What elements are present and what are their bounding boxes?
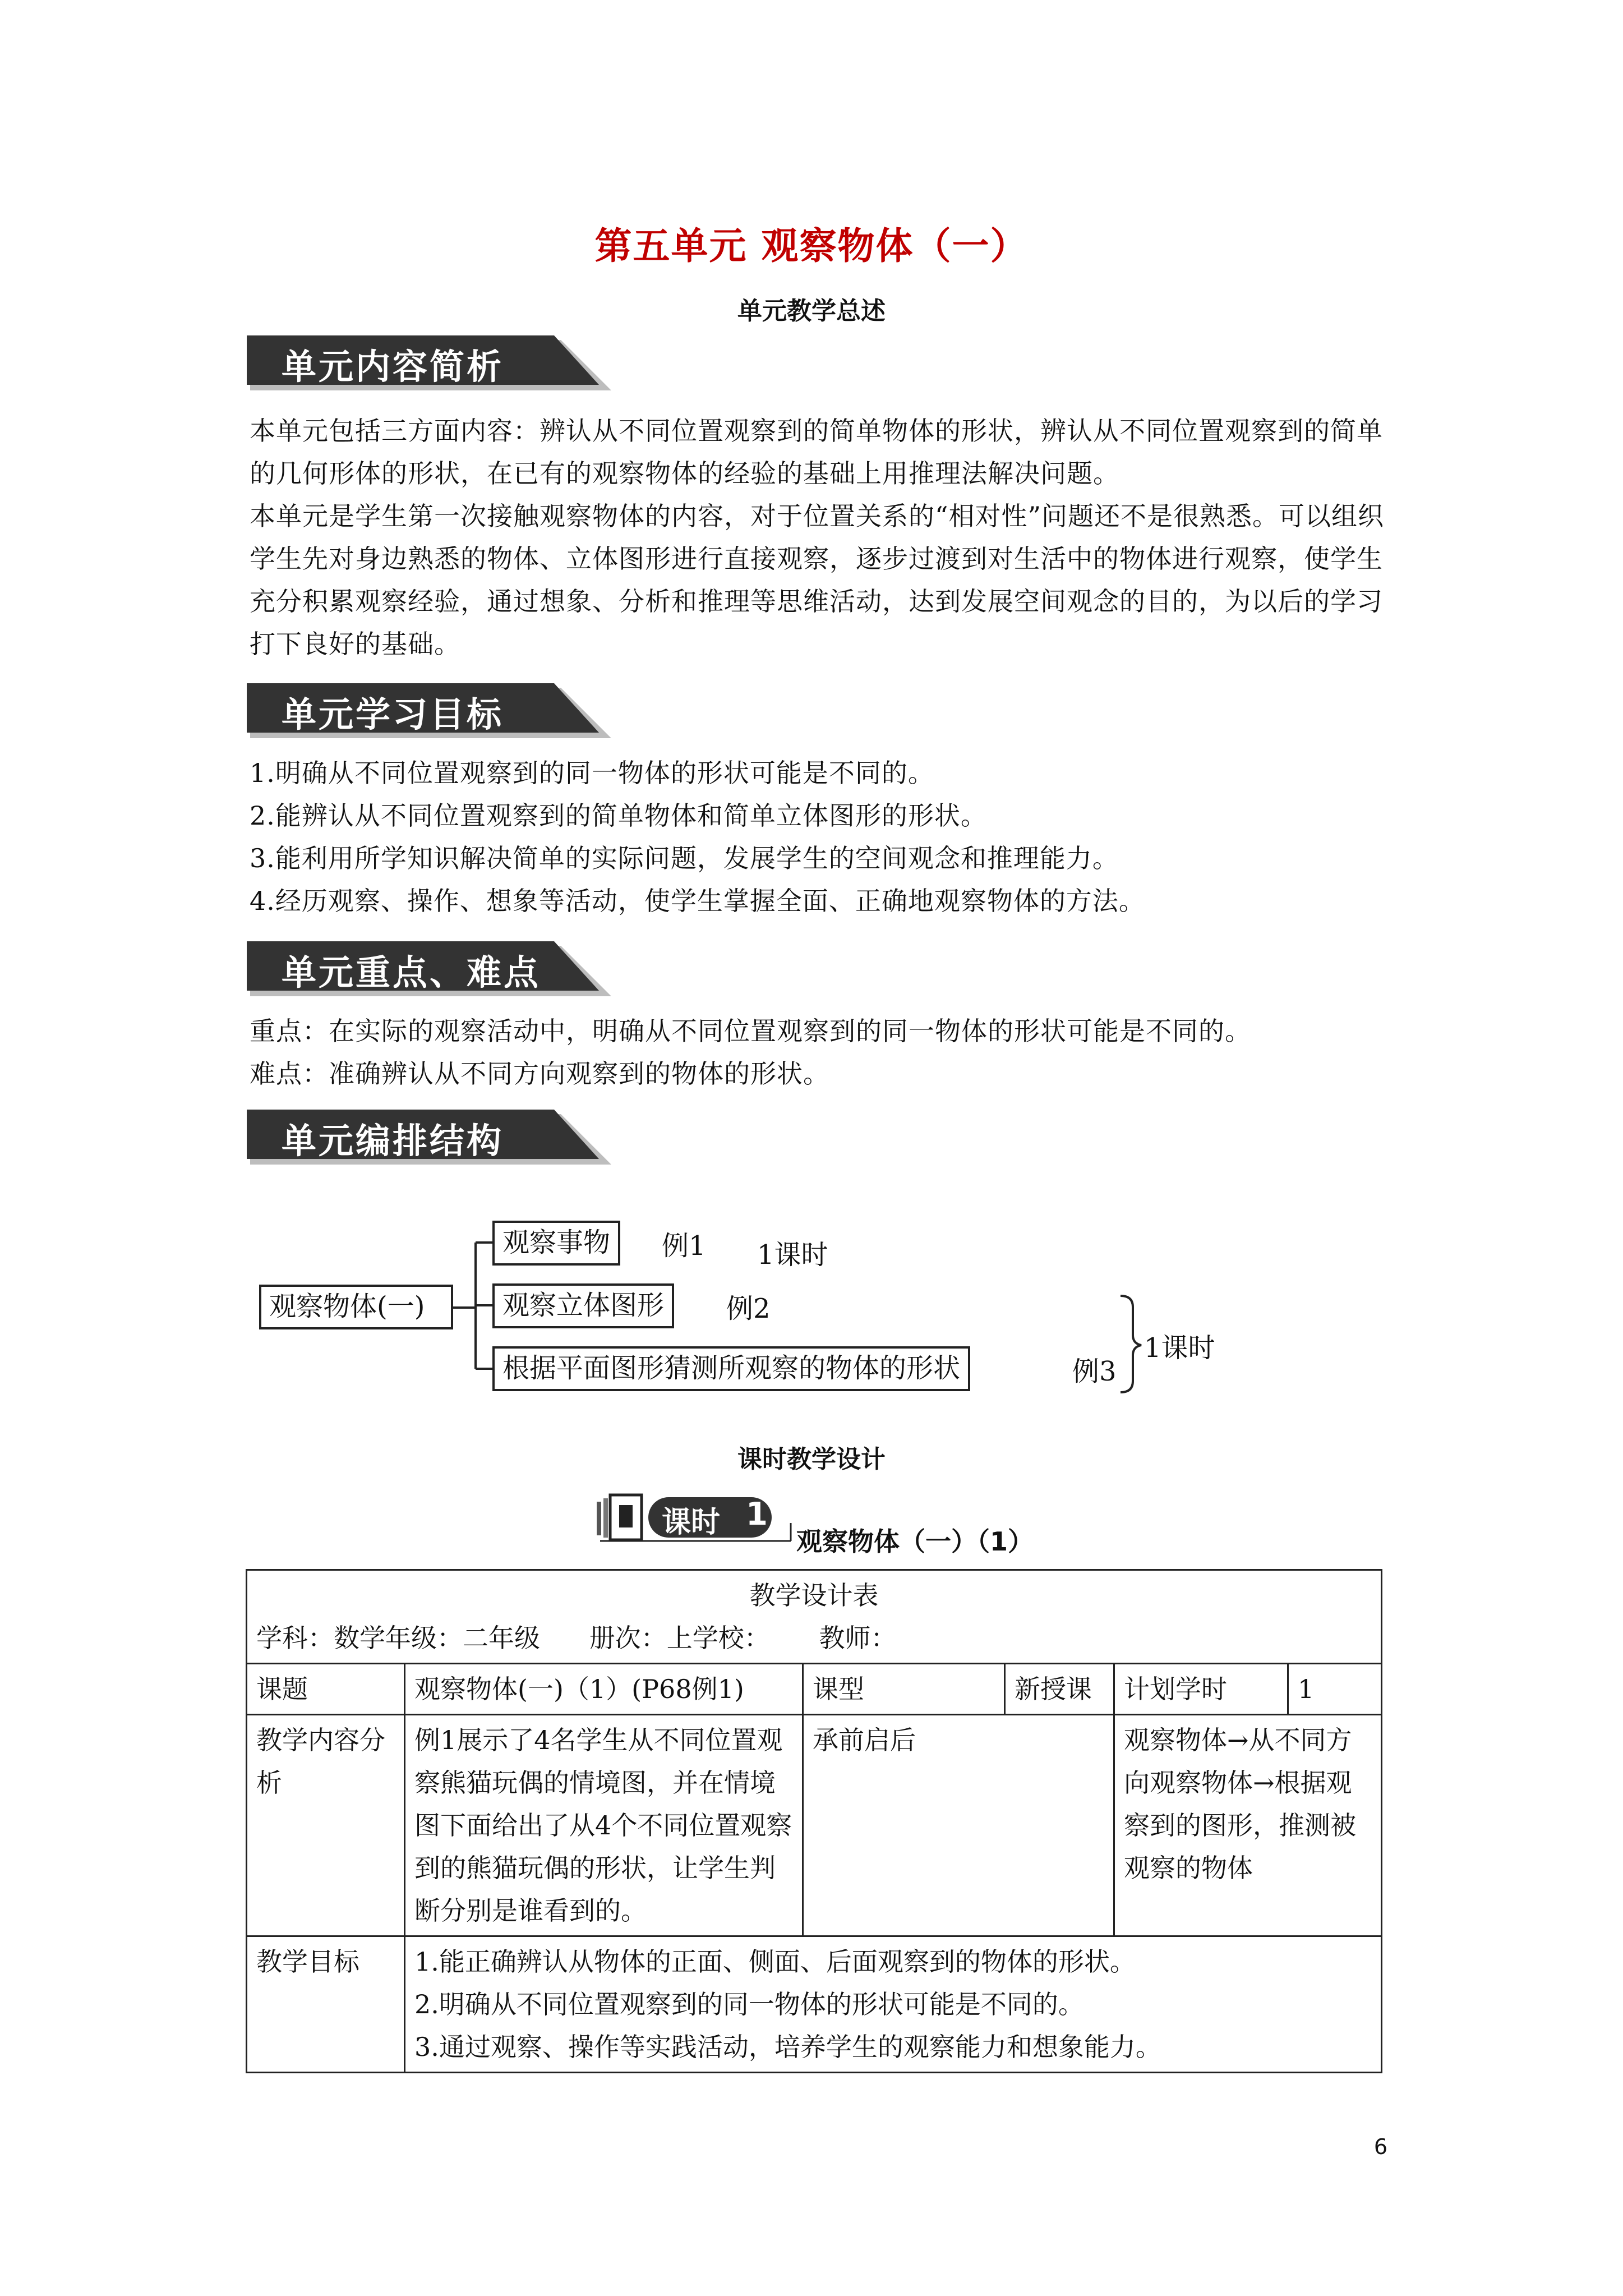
page-number: 6: [1373, 2134, 1387, 2159]
key-points-list: [250, 1010, 1394, 1095]
goals-label: 教学目标: [247, 1936, 405, 2073]
hours-label: 计划学时: [1114, 1664, 1288, 1715]
goal-line: 3.通过观察、操作等实践活动，培养学生的观察能力和想象能力。: [414, 2032, 1161, 2062]
table-caption: 教学设计表: [247, 1570, 1382, 1617]
goal-line: 2.明确从不同位置观察到的同一物体的形状可能是不同的。: [414, 1989, 1084, 2019]
lesson-design-table: [246, 1569, 1382, 2073]
section-banner-learning-goals: [247, 680, 617, 742]
table-row: [247, 1664, 1382, 1715]
learning-goals-list: [250, 752, 1394, 922]
diagram-period-label: 1课时: [1144, 1332, 1215, 1364]
page-title: 第五单元 观察物体（一）: [594, 224, 1029, 268]
diagram-branch-box: 观察事物: [492, 1221, 620, 1266]
lesson-title: 观察物体（一）（1）: [796, 1526, 1034, 1557]
diagram-branch-box: 根据平面图形猜测所观察的物体的形状: [492, 1346, 970, 1391]
analysis-label: 教学内容分析: [247, 1715, 405, 1936]
key-point-item: 重点：在实际的观察活动中，明确从不同位置观察到的同一物体的形状可能是不同的。: [250, 1016, 1251, 1046]
table-meta: 学科：数学年级：二年级 册次：上学校： 教师：: [247, 1617, 1382, 1664]
diagram-example-label: 例3: [1072, 1356, 1117, 1387]
goal-line: 1.能正确辨认从物体的正面、侧面、后面观察到的物体的形状。: [414, 1947, 1136, 1977]
section-banner-label: 单元编排结构: [282, 1120, 504, 1161]
section-banner-structure: [247, 1106, 617, 1168]
overview-heading: 单元教学总述: [737, 297, 886, 325]
content-paragraph: 本单元包括三方面内容：辨认从不同位置观察到的简单物体的形状，辨认从不同位置观察到的简单的几何形体的形状，在已有的观察物体的经验的基础上用推理法解决问题。: [250, 416, 1383, 489]
lesson-badge-text: 课时: [662, 1506, 721, 1539]
lesson-badge-number: 1: [746, 1496, 768, 1533]
analysis-content: 例1展示了4名学生从不同位置观察熊猫玩偶的情境图，并在情境图下面给出了从4个不同位置观察到的熊猫玩偶的形状，让学生判断分别是谁看到的。: [405, 1715, 803, 1936]
key-point-item: 难点：准确辨认从不同方向观察到的物体的形状。: [250, 1059, 829, 1089]
goals-content: [405, 1936, 1382, 2073]
diagram-root-box: 观察物体(一): [259, 1285, 453, 1329]
link-label: 承前启后: [803, 1715, 1114, 1936]
diagram-period-label: 1课时: [757, 1239, 828, 1271]
diagram-branch-box: 观察立体图形: [492, 1283, 674, 1328]
link-content: 观察物体→从不同方向观察物体→根据观察到的图形，推测被观察的物体: [1114, 1715, 1382, 1936]
lesson-heading: 课时教学设计: [737, 1445, 886, 1474]
diagram-example-label: 例2: [726, 1293, 771, 1324]
section-banner-label: 单元内容简析: [282, 346, 504, 387]
section-banner-content-analysis: [247, 332, 617, 394]
table-row: [247, 1617, 1382, 1664]
goal-item: 2.能辨认从不同位置观察到的简单物体和简单立体图形的形状。: [250, 800, 987, 831]
hours-value: 1: [1288, 1664, 1382, 1715]
topic-label: 课题: [247, 1664, 405, 1715]
topic-value: 观察物体(一)（1）(P68例1): [405, 1664, 803, 1715]
lesson-badge: [594, 1489, 796, 1545]
goal-item: 4.经历观察、操作、想象等活动，使学生掌握全面、正确地观察物体的方法。: [250, 886, 1145, 916]
table-row: [247, 1936, 1382, 2073]
goal-item: 1.明确从不同位置观察到的同一物体的形状可能是不同的。: [250, 758, 934, 788]
goal-item: 3.能利用所学知识解决简单的实际问题，发展学生的空间观念和推理能力。: [250, 843, 1119, 873]
content-paragraph: 本单元是学生第一次接触观察物体的内容，对于位置关系的“相对性”问题还不是很熟悉。可以组织学生先对身边熟悉的物体、立体图形进行直接观察，逐步过渡到对生活中的物体进行观察，使学生充分积累观察经验，通过想象、分析和推理等思维活动，达到发展空间观念的目的，为以后的学习打下良好的基础。: [250, 501, 1385, 659]
type-label: 课型: [803, 1664, 1005, 1715]
type-value: 新授课: [1005, 1664, 1114, 1715]
section-banner-label: 单元重点、难点: [282, 952, 541, 993]
table-row: [247, 1570, 1382, 1617]
content-analysis-text: [250, 409, 1394, 665]
section-banner-key-points: [247, 938, 617, 1000]
diagram-example-label: 例1: [662, 1230, 706, 1262]
table-row: [247, 1715, 1382, 1936]
section-banner-label: 单元学习目标: [282, 694, 504, 735]
